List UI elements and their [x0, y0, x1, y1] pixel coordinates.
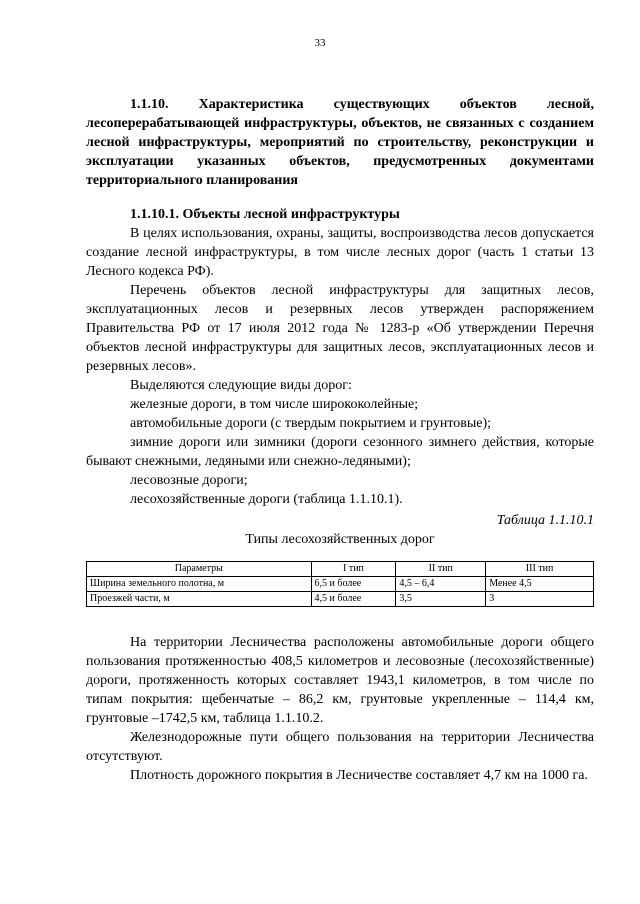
table-header-row [87, 562, 594, 577]
table-row [87, 592, 594, 607]
page-number: 33 [314, 37, 326, 49]
page-content [86, 95, 594, 785]
table-cell: Ширина земельного полотна, м [87, 577, 312, 592]
subsection-heading: 1.1.10.1. Объекты лесной инфраструктуры [130, 207, 400, 222]
paragraph: Железнодорожные пути общего пользования на территории Лесничества отсутствуют. [86, 730, 594, 764]
closing-paragraphs [86, 633, 594, 785]
intro-paragraphs [86, 224, 594, 509]
table-header-cell: Параметры [87, 562, 312, 577]
list-item: автомобильные дороги (с твердым покрытием и грунтовые); [130, 416, 492, 431]
table-cell: 3 [486, 592, 594, 607]
list-item: зимние дороги или зимники (дороги сезонного зимнего действия, которые бывают снежными, ледяными или снежно-ледяными); [86, 435, 594, 469]
paragraph: Плотность дорожного покрытия в Лесничестве составляет 4,7 км на 1000 га. [130, 768, 588, 783]
table-caption: Таблица 1.1.10.1 [496, 513, 594, 528]
table-header-cell: II тип [396, 562, 486, 577]
paragraph: На территории Лесничества расположены автомобильные дороги общего пользования протяженностью 408,5 километров и лесовозные (лесохозяйственные) дороги, протяженность которых составляет 1943,1 километров, в том числе по типам покрытия: щебенчатые – 86,2 км, грунтовые укрепленные – 114,4 км, грунтовые –1742,5 км, таблица 1.1.10.2. [86, 635, 594, 726]
list-item: железные дороги, в том числе ширококолейные; [130, 397, 419, 412]
table-header-cell: I тип [311, 562, 396, 577]
table-cell: 4,5 и более [311, 592, 396, 607]
list-item: лесовозные дороги; [130, 473, 248, 488]
table-title: Типы лесохозяйственных дорог [245, 532, 435, 547]
table-cell: Проезжей части, м [87, 592, 312, 607]
table-header-cell: III тип [486, 562, 594, 577]
paragraph: В целях использования, охраны, защиты, воспроизводства лесов допускается создание лесной инфраструктуры, в том числе лесных дорог (часть 1 статьи 13 Лесного кодекса РФ). [86, 226, 594, 279]
table-cell: Менее 4,5 [486, 577, 594, 592]
list-item: лесохозяйственные дороги (таблица 1.1.10.1). [130, 492, 403, 507]
paragraph: Выделяются следующие виды дорог: [130, 378, 352, 393]
road-types-table [86, 561, 594, 607]
table-cell: 6,5 и более [311, 577, 396, 592]
table-cell: 4,5 – 6,4 [396, 577, 486, 592]
table-cell: 3,5 [396, 592, 486, 607]
table-row [87, 577, 594, 592]
paragraph: Перечень объектов лесной инфраструктуры для защитных лесов, эксплуатационных лесов и резервных лесов утвержден распоряжением Правительства РФ от 17 июля 2012 года № 1283-р «Об утверждении Перечня объектов лесной инфраструктуры для защитных лесов, эксплуатационных лесов и резервных лесов». [86, 283, 594, 374]
section-heading: 1.1.10. Характеристика существующих объектов лесной, лесоперерабатывающей инфраструктуры, объектов, не связанных с созданием лесной инфраструктуры, мероприятий по строительству, реконструкции и эксплуатации указанных объектов, предусмотренных документами территориального планирования [86, 97, 594, 188]
